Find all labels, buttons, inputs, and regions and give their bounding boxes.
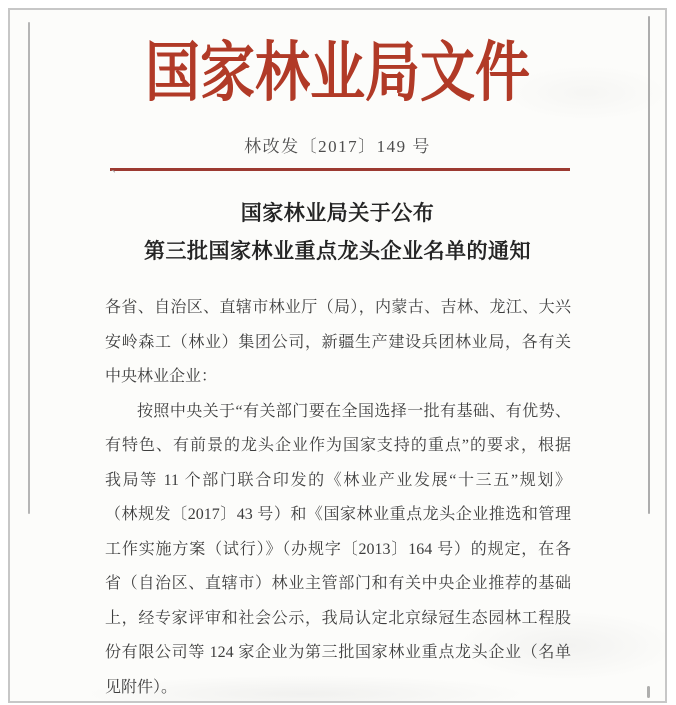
body-line: 中央林业企业：	[105, 368, 218, 385]
notice-title	[10, 194, 665, 270]
page-frame	[8, 8, 667, 703]
notice-title-line2: 第三批国家林业重点龙头企业名单的通知	[144, 239, 531, 263]
body-line: 份有限公司等 124 家企业为第三批国家林业重点龙头企业（名单	[105, 644, 571, 661]
body-line: 我局等 11 个部门联合印发的《林业产业发展“十三五”规划》	[105, 471, 571, 489]
scan-artifact-tick	[647, 686, 650, 698]
body-line: 安岭森工（林业）集团公司，新疆生产建设兵团林业局，各有关	[105, 333, 571, 351]
body-line: 工作实施方案（试行）》（办规字〔2013〕164 号）的规定，在各	[105, 540, 571, 558]
body-lines	[105, 291, 571, 705]
body-line: 各省、自治区、直辖市林业厅（局），内蒙古、吉林、龙江、大兴	[105, 299, 571, 316]
document-number: 林改发〔2017〕149 号	[244, 137, 431, 156]
header-divider-rule	[110, 168, 570, 171]
agency-header-title: 国家林业局文件	[144, 36, 530, 109]
scan-artifact-mark: 、	[108, 157, 125, 176]
notice-title-line1: 国家林业局关于公布	[240, 201, 435, 225]
body-line: 见附件）。	[105, 678, 178, 696]
body-line: 省（自治区、直辖市）林业主管部门和有关中央企业推荐的基础	[105, 575, 571, 592]
body-line: （林规发〔2017〕43 号）和《国家林业重点龙头企业推选和管理	[105, 506, 571, 523]
body-line: 按照中央关于“有关部门要在全国选择一批有基础、有优势、	[137, 402, 571, 420]
body-line: 上，经专家评审和社会公示，我局认定北京绿冠生态园林工程股	[105, 609, 571, 627]
body-line: 有特色、有前景的龙头企业作为国家支持的重点”的要求，根据	[105, 437, 571, 454]
